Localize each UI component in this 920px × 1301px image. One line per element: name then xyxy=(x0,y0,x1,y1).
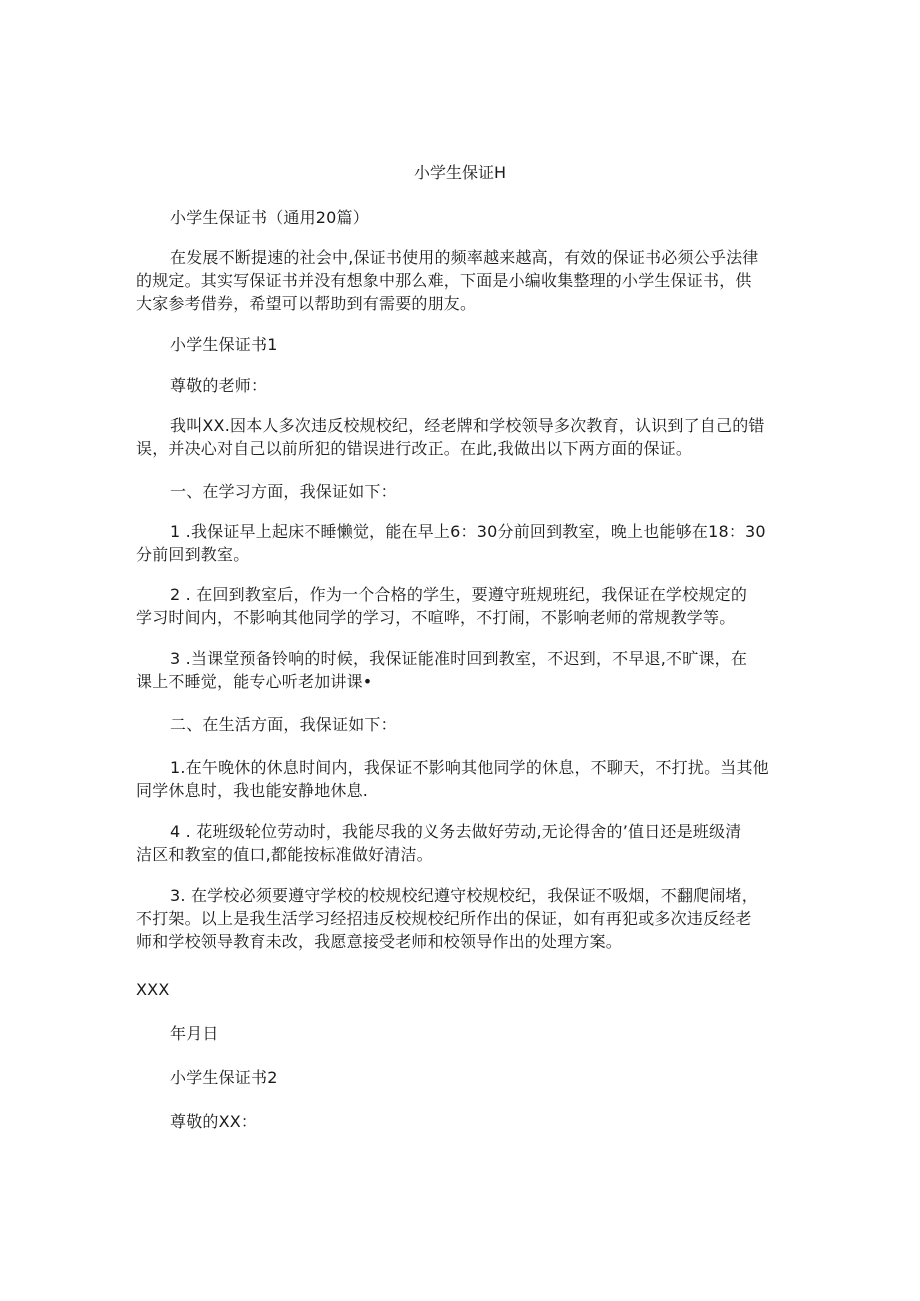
life-item-2 xyxy=(136,820,786,866)
life-item-1-line-2: 同学休息时，我也能安静地休息. xyxy=(136,781,369,800)
study-item-3-line-1: 3 .当课堂预备铃响的时候，我保证能准时回到教室，不迟到，不早退,不旷课，在 xyxy=(170,649,748,668)
life-item-2-line-2: 洁区和教室的值口,都能按标准做好清洁。 xyxy=(136,845,433,864)
intro-line-3: 大家参考借券，希望可以帮助到有需要的朋友。 xyxy=(136,294,477,313)
study-item-3-line-2: 课上不睡觉，能专心听老加讲课• xyxy=(136,672,373,691)
paragraph-1-line-1: 我叫XX.因本人多次违反校规校纪，经老牌和学校领导多次教育，认识到了自己的错 xyxy=(170,416,765,435)
life-item-3-line-2: 不打架。以上是我生活学习经招违反校规校纪所作出的保证，如有再犯或多次违反经老 xyxy=(136,909,752,928)
salutation-2: 尊敬的XX： xyxy=(170,1112,258,1131)
life-item-3-line-1: 3. 在学校必须要遵守学校的校规校纪遵守校规校纪，我保证不吸烟，不翻爬闹堵， xyxy=(170,886,758,905)
life-item-3 xyxy=(136,884,786,953)
life-item-3-line-3: 师和学校领导教育未改，我愿意接受老师和校领导作出的处理方案。 xyxy=(136,932,623,951)
intro-line-2: 的规定。其实写保证书并没有想象中那么难，下面是小编收集整理的小学生保证书，供 xyxy=(136,271,752,290)
intro-line-1: 在发展不断提速的社会中,保证书使用的频率越来越高，有效的保证书必须公乎法律 xyxy=(170,248,759,267)
study-item-1 xyxy=(136,520,786,566)
intro-paragraph xyxy=(136,246,786,315)
salutation-1: 尊敬的老师： xyxy=(170,376,268,395)
document-title: 小学生保证H xyxy=(413,163,507,182)
section1-heading: 小学生保证书1 xyxy=(170,335,278,354)
study-item-2-line-1: 2 . 在回到教室后，作为一个合格的学生，要遵守班规班纪，我保证在学校规定的 xyxy=(170,585,748,604)
document-subtitle: 小学生保证书（通用20篇） xyxy=(170,208,369,227)
study-heading: 一、在学习方面，我保证如下： xyxy=(170,482,397,501)
study-item-2 xyxy=(136,583,786,629)
study-item-1-line-1: 1 .我保证早上起床不睡懒觉，能在早上6：30分前回到教室，晚上也能够在18：30 xyxy=(170,522,766,541)
study-item-3 xyxy=(136,647,786,693)
study-item-2-line-2: 学习时间内，不影响其他同学的学习，不喧哗，不打闹，不影响老师的常规教学等。 xyxy=(136,608,736,627)
life-item-1-line-1: 1.在午晚休的休息时间内，我保证不影响其他同学的休息，不聊天，不打扰。当其他 xyxy=(170,758,769,777)
life-item-1 xyxy=(136,756,786,802)
section2-heading: 小学生保证书2 xyxy=(170,1068,278,1087)
study-item-1-line-2: 分前回到教室。 xyxy=(136,545,250,564)
date-line: 年月日 xyxy=(170,1024,219,1043)
life-item-2-line-1: 4 . 花班级轮位劳动时，我能尽我的义务去做好劳动,无论得舍的’值日还是班级清 xyxy=(170,822,742,841)
paragraph-1-line-2: 误，并决心对自己以前所犯的错误进行改正。在此,我做出以下两方面的保证。 xyxy=(136,439,693,458)
paragraph-1 xyxy=(136,414,786,460)
signature: XXX xyxy=(136,980,170,999)
life-heading: 二、在生活方面，我保证如下： xyxy=(170,715,397,734)
